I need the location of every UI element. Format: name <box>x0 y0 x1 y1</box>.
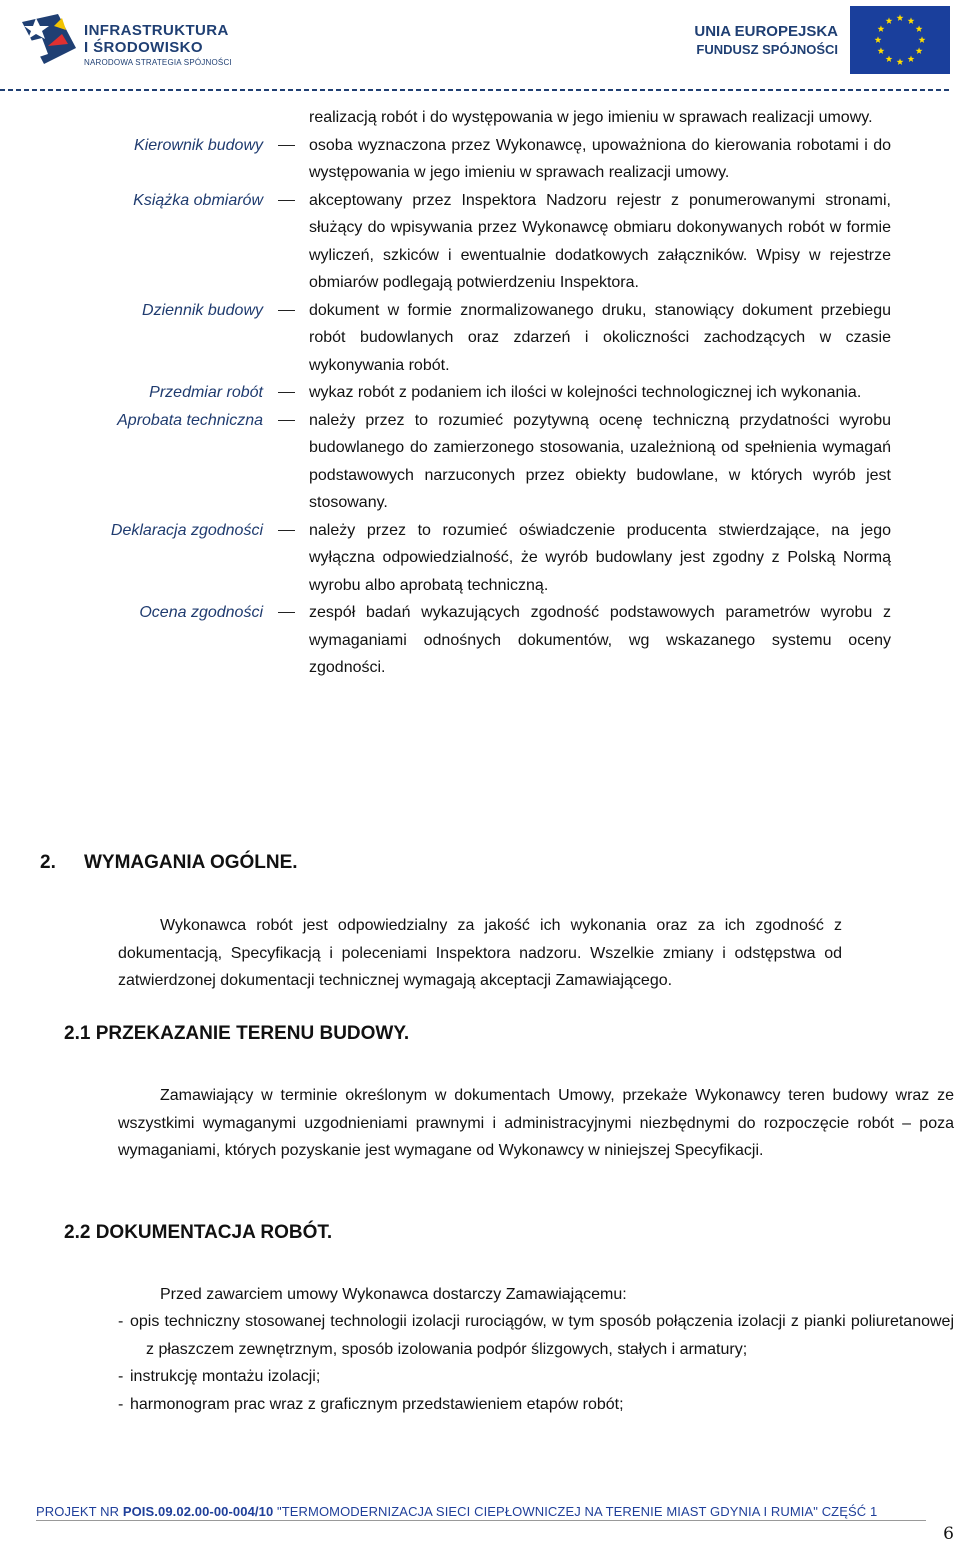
definition-row <box>0 407 960 517</box>
definition-term: Deklaracja zgodności <box>110 521 263 539</box>
logo-left-line3: NARODOWA STRATEGIA SPÓJNOŚCI <box>84 58 232 67</box>
logo-left-line2: I ŚRODOWISKO <box>84 39 203 56</box>
definition-dash <box>278 145 295 146</box>
definition-term: Książka obmiarów <box>133 191 263 209</box>
definitions-list <box>0 104 960 682</box>
page-number: 6 <box>943 1524 954 1544</box>
section-2-title: WYMAGANIA OGÓLNE. <box>84 852 298 873</box>
definition-row <box>0 104 960 132</box>
definition-row <box>0 132 960 187</box>
section-2-number: 2. <box>40 852 56 873</box>
definition-row <box>0 517 960 600</box>
definition-dash <box>278 612 295 613</box>
nss-star-emblem-icon <box>18 8 80 70</box>
definition-term: Kierownik budowy <box>134 136 263 154</box>
definition-dash <box>278 530 295 531</box>
footer-project-number: POIS.09.02.00-00-004/10 <box>122 1504 274 1519</box>
list-item <box>118 1308 954 1363</box>
section-2-2-heading <box>64 1222 332 1244</box>
logo-right-line1: UNIA EUROPEJSKA <box>694 23 838 40</box>
definition-text: dokument w formie znormalizowanego druku, stanowiący dokument przebiegu robót budowlanych oraz zdarzeń i okoliczności zachodzących w czasie wykonywania robót. <box>309 301 891 374</box>
section-2-heading <box>40 852 298 874</box>
page-footer <box>36 1504 877 1519</box>
section-2-2-title: DOKUMENTACJA ROBÓT. <box>95 1222 333 1243</box>
list-item-text: opis techniczny stosowanej technologii izolacji rurociągów, w tym sposób połączenia izolacji z pianki poliuretanowej z płaszczem zewnętrznym, sposób izolowania podpór ślizgowych, stałych i armatury; <box>130 1313 954 1358</box>
definition-text: zespół badań wykazujących zgodność podstawowych parametrów wyrobu z wymaganiami odnośnych dokumentów, wg wskazanego systemu oceny zgodności. <box>309 604 891 676</box>
section-2-2-list <box>118 1308 954 1418</box>
section-2-1-heading <box>64 1023 409 1045</box>
logo-right-line2: FUNDUSZ SPÓJNOŚCI <box>696 42 838 57</box>
definition-term: Aprobata techniczna <box>117 411 263 429</box>
list-item-text: instrukcję montażu izolacji; <box>130 1368 321 1385</box>
logo-left-line1: INFRASTRUKTURA <box>84 22 229 39</box>
definition-term: Dziennik budowy <box>142 301 263 319</box>
footer-divider <box>36 1520 926 1521</box>
definition-row <box>0 297 960 380</box>
definition-term: Przedmiar robót <box>149 384 263 401</box>
section-2-1-number: 2.1 <box>64 1023 91 1044</box>
definition-text: należy przez to rozumieć oświadczenie producenta stwierdzające, na jego wyłączna odpowiedzialność, że wyrób budowlany jest zgodny z Polską Normą wyrobu albo aprobatą techniczną. <box>309 521 891 594</box>
footer-prefix: PROJEKT NR <box>36 1504 123 1519</box>
page-header <box>0 0 960 95</box>
definition-dash <box>278 420 295 421</box>
header-divider <box>0 89 952 91</box>
definition-dash <box>278 200 295 201</box>
list-bullet: - <box>118 1313 124 1330</box>
list-item-text: harmonogram prac wraz z graficznym przedstawieniem etapów robót; <box>130 1395 624 1413</box>
infrastruktura-logo <box>18 8 243 68</box>
section-2-2-number: 2.2 <box>64 1222 91 1243</box>
footer-project-title: "TERMOMODERNIZACJA SIECI CIEPŁOWNICZEJ NA TERENIE MIAST GDYNIA I RUMIA" CZĘŚĆ 1 <box>273 1504 878 1519</box>
section-2-1-paragraph: Zamawiający w terminie określonym w dokumentach Umowy, przekaże Wykonawcy teren budowy wraz ze wszystkimi wymaganymi uzgodnieniami prawnymi i administracyjnymi niezbędnymi do rozpoczęcie robót – poza wymaganiami, których pozyskanie jest wymagane od Wykonawcy w niniejszej Specyfikacji. <box>118 1087 954 1159</box>
definition-text: akceptowany przez Inspektora Nadzoru rejestr z ponumerowanymi stronami, służący do wpisywania przez Wykonawcę obmiaru dokonywanych robót w formie wyliczeń, szkiców i ewentualnie dodatkowych załączników. Wpisy w rejestrze obmiarów podlegają potwierdzeniu Inspektora. <box>309 191 891 291</box>
definition-text: osoba wyznaczona przez Wykonawcę, upoważniona do kierowania robotami i do występowania w jego imieniu w sprawach realizacji umowy. <box>309 136 891 181</box>
definition-row <box>0 187 960 297</box>
definition-term: Ocena zgodności <box>139 604 263 621</box>
list-item <box>118 1391 954 1419</box>
list-bullet: - <box>118 1368 124 1385</box>
section-2-2-intro: Przed zawarciem umowy Wykonawca dostarczy Zamawiającemu: <box>160 1286 627 1303</box>
definition-row <box>0 599 960 682</box>
definition-row <box>0 379 960 407</box>
eu-logo <box>694 6 950 76</box>
definition-text: wykaz robót z podaniem ich ilości w kolejności technologicznej ich wykonania. <box>309 384 862 401</box>
eu-flag-icon <box>850 6 950 74</box>
section-2-paragraph: Wykonawca robót jest odpowiedzialny za jakość ich wykonania oraz za ich zgodność z dokumentacją, Specyfikacją i poleceniami Inspektora nadzoru. Wszelkie zmiany i odstępstwa od zatwierdzonej dokumentacji technicznej wymagają akceptacji Zamawiającego. <box>118 917 842 989</box>
section-2-1-title: PRZEKAZANIE TERENU BUDOWY. <box>95 1023 410 1044</box>
definition-dash <box>278 310 295 311</box>
definition-text: realizacją robót i do występowania w jego imieniu w sprawach realizacji umowy. <box>309 109 873 126</box>
definition-text: należy przez to rozumieć pozytywną ocenę techniczną przydatności wyrobu budowlanego do zamierzonego stosowania, uzależnioną od spełnienia wymagań podstawowych narzuconych przez obiekty budowlane, w których wyrób jest stosowany. <box>309 411 891 511</box>
definition-dash <box>278 392 295 393</box>
list-item <box>118 1363 954 1391</box>
list-bullet: - <box>118 1395 124 1413</box>
